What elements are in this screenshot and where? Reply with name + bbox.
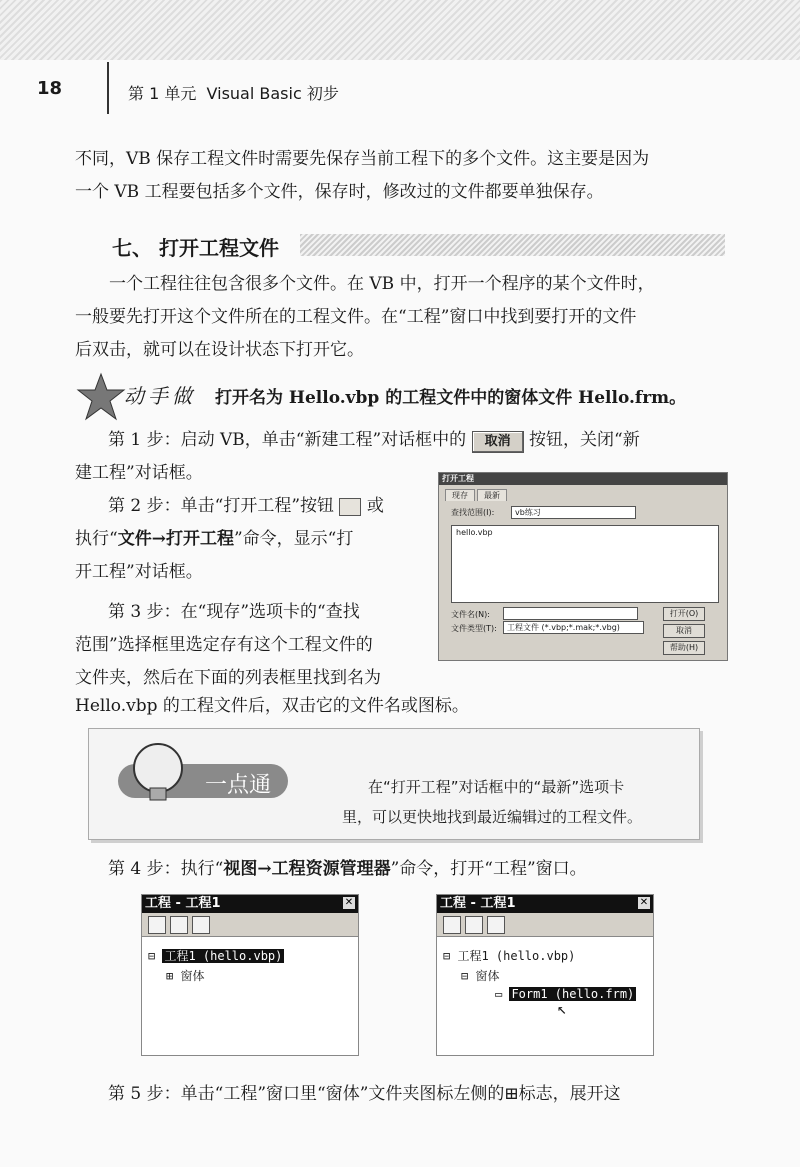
step-3-line2: 范围”选择框里选定存有这个工程文件的 [75,635,373,655]
filetype-label: 文件类型(T): [451,624,497,633]
cancel-button-image: 取消 [472,431,524,453]
project-toolbar [142,913,358,937]
toggle-folders-icon[interactable] [192,916,210,934]
help-button[interactable]: 帮助(H) [663,641,705,655]
section-title: 七、 打开工程文件 [112,236,279,260]
view-object-icon[interactable] [465,916,483,934]
cancel-button[interactable]: 取消 [663,624,705,638]
tab-existing[interactable]: 现存 [445,489,475,501]
filename-input[interactable] [503,607,638,620]
forms-folder[interactable]: ⊞ 窗体 [166,969,205,983]
step-2: 第 2 步：单击“打开工程”按钮 或 [108,496,384,516]
close-icon[interactable]: ✕ [344,897,354,908]
header-divider [107,62,109,114]
view-code-icon[interactable] [148,916,166,934]
file-list[interactable] [451,525,719,603]
close-icon[interactable]: ✕ [639,897,649,908]
hands-on-title: 打开名为 Hello.vbp 的工程文件中的窗体文件 Hello.frm。 [215,388,687,408]
running-header: 第 1 单元 Visual Basic 初步 [128,84,339,103]
page-number: 18 [37,78,63,99]
section-paragraph: 一个工程往往包含很多个文件。在 VB 中，打开一个程序的某个文件时， 一般要先打开这个文件所在的工程文件。在“工程”窗口中找到要打开的文件 后双击，就可以在设计状态下打开它。 [75,274,655,360]
header-decoration [0,0,800,60]
step-4: 第 4 步：执行“视图→工程资源管理器”命令，打开“工程”窗口。 [108,859,587,879]
project-toolbar [437,913,653,937]
lookin-select[interactable]: vb练习 [511,506,636,519]
dialog-title: 打开工程 [439,473,727,485]
tab-recent[interactable]: 最新 [477,489,507,501]
project-root[interactable]: ⊟ 工程1 (hello.vbp) [443,949,576,963]
project-window-left [141,894,359,1056]
step-5: 第 5 步：单击“工程”窗口里“窗体”文件夹图标左侧的⊞标志，展开这 [108,1084,621,1104]
star-icon [76,372,126,422]
hands-on-label: 动手做 [124,384,196,408]
section-title-band [300,234,725,256]
step-2-cont: 执行“文件→打开工程”命令，显示“打 [75,529,354,549]
view-object-icon[interactable] [170,916,188,934]
toggle-folders-icon[interactable] [487,916,505,934]
open-project-icon [339,498,361,516]
tip-text: 在“打开工程”对话框中的“最新”选项卡 里，可以更快地找到最近编辑过的工程文件。 [342,778,643,826]
open-button[interactable]: 打开(O) [663,607,705,621]
dialog-tabs [445,489,509,501]
filename-label: 文件名(N): [451,610,490,619]
step-1: 第 1 步：启动 VB，单击“新建工程”对话框中的 取消 按钮，关闭“新 [108,424,728,457]
step-1-cont: 建工程”对话框。 [75,463,203,483]
project-window-right [436,894,654,1056]
form-item[interactable]: ▭ Form1 (hello.frm) [495,987,635,1001]
forms-folder[interactable]: ⊟ 窗体 [461,969,500,983]
project-root[interactable]: ⊟ 工程1 (hello.vbp) [148,949,283,963]
step-3: 第 3 步：在“现存”选项卡的“查找 [108,602,360,622]
project-window-title: 工程 - 工程1 [145,896,221,911]
filetype-select[interactable]: 工程文件 (*.vbp;*.mak;*.vbg) [503,621,644,634]
step-2-end: 开工程”对话框。 [75,562,203,582]
open-project-dialog [438,472,728,661]
view-code-icon[interactable] [443,916,461,934]
tip-badge-label: 一点通 [205,773,272,798]
step-3-line4: Hello.vbp 的工程文件后，双击它的文件名或图标。 [75,696,469,716]
intro-paragraph: 不同，VB 保存工程文件时需要先保存当前工程下的多个文件。这主要是因为 一个 VB 工程要包括多个文件，保存时，修改过的文件都要单独保存。 [75,149,650,202]
step-3-line3: 文件夹，然后在下面的列表框里找到名为 [75,668,381,688]
lookin-label: 查找范围(I): [451,508,495,517]
file-item[interactable]: hello.vbp [456,528,493,537]
project-window-title: 工程 - 工程1 [440,896,516,911]
cursor-icon: ↖ [557,999,567,1018]
